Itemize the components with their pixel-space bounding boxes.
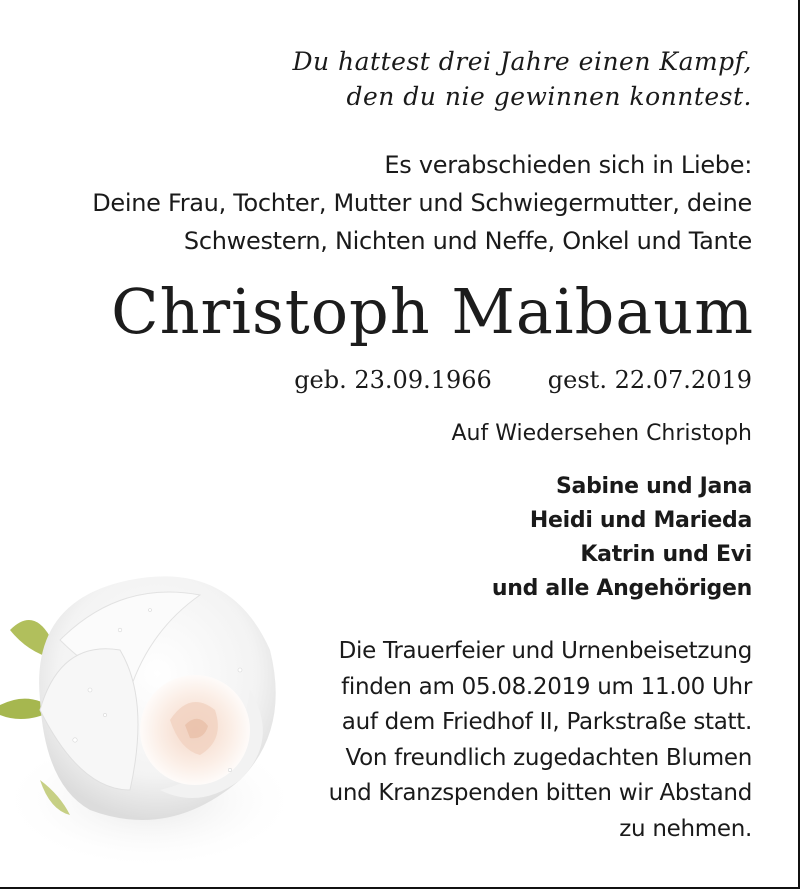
farewell-text [92,146,752,260]
ceremony-info [329,634,752,847]
mourner-entry: Sabine und Jana [556,474,752,499]
farewell-line: Deine Frau, Tochter, Mutter und Schwiegermutter, deine [92,189,752,217]
mourner-entry: Heidi und Marieda [529,508,752,533]
mourner-entry: Katrin und Evi [580,542,752,567]
farewell-line: Schwestern, Nichten und Neffe, Onkel und Tante [183,227,752,255]
mourner-entry: und alle Angehörigen [491,576,752,601]
ceremony-line: finden am 05.08.2019 um 11.00 Uhr [341,673,752,700]
quote [292,44,752,114]
ceremony-line: zu nehmen. [619,815,752,842]
death-date: gest. 22.07.2019 [547,366,752,394]
ceremony-line: auf dem Friedhof II, Parkstraße statt. [341,709,752,735]
mourners-list [492,470,752,606]
goodbye-line: Auf Wiedersehen Christoph [451,421,752,446]
quote-line: den du nie gewinnen konntest. [346,82,752,111]
farewell-line: Es verabschieden sich in Liebe: [384,151,752,179]
ceremony-line: Von freundlich zugedachten Blumen [345,744,752,771]
quote-line: Du hattest drei Jahre einen Kampf, [292,47,752,76]
life-dates [294,362,752,398]
ceremony-line: und Kranzspenden bitten wir Abstand [328,780,752,806]
birth-date: geb. 23.09.1966 [294,366,492,394]
deceased-name: Christoph Maibaum [111,275,754,348]
ceremony-line: Die Trauerfeier und Urnenbeisetzung [338,638,752,664]
white-rose-image [0,540,300,870]
